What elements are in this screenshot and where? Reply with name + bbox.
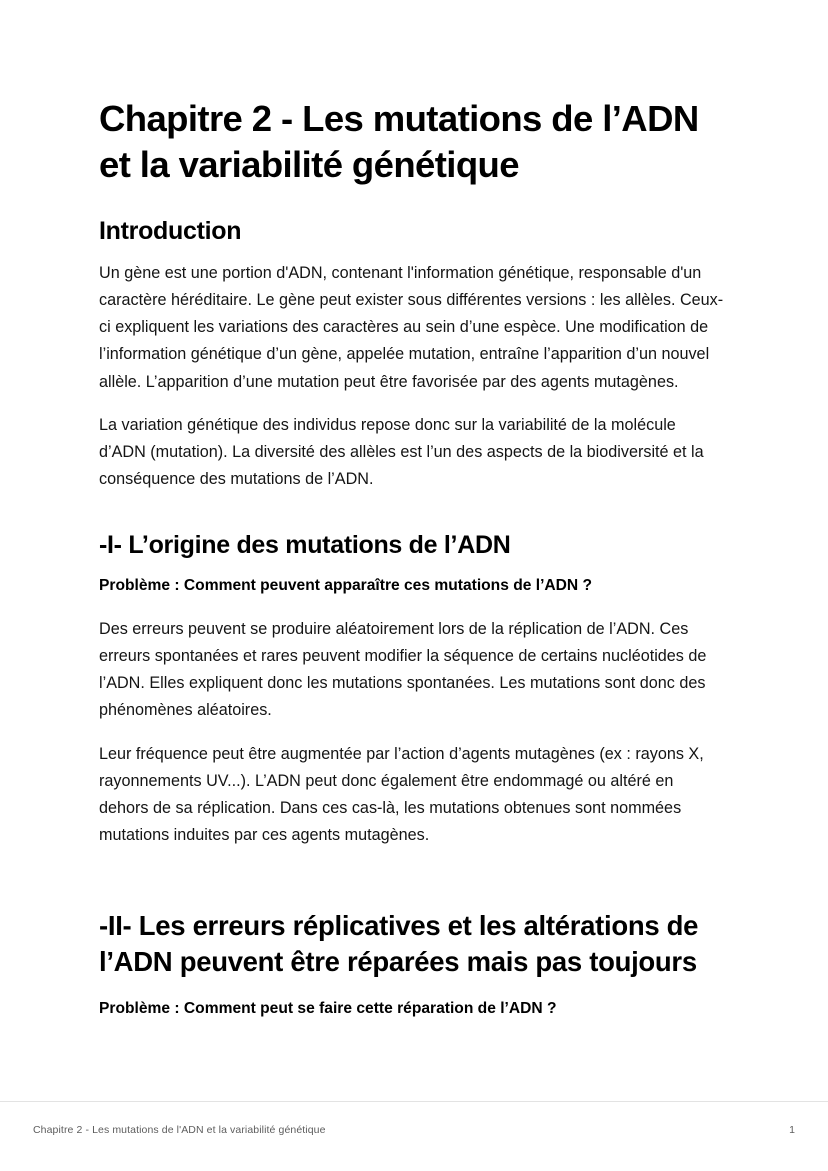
paragraph-intro-2: La variation génétique des individus repose donc sur la variabilité de la molécule d’ADN (mutation). La diversité des allèles est l’un des aspects de la biodiversité et la conséquence des mutations de l’ADN. — [99, 415, 704, 489]
heading-introduction: Introduction — [99, 216, 242, 245]
footer-document-title: Chapitre 2 - Les mutations de l'ADN et la variabilité génétique — [33, 1124, 326, 1136]
heading-section-2: -II- Les erreurs réplicatives et les altérations de l’ADN peuvent être réparées mais pas toujours — [99, 909, 699, 978]
problem-statement-2: Problème : Comment peut se faire cette réparation de l’ADN ? — [99, 999, 557, 1017]
spacer — [99, 509, 727, 531]
footer-page-number: 1 — [789, 1124, 795, 1136]
heading-section-1: -I- L’origine des mutations de l’ADN — [99, 531, 511, 560]
problem-statement-1: Problème : Comment peuvent apparaître ces mutations de l’ADN ? — [99, 577, 593, 595]
paragraph-section1-2: Leur fréquence peut être augmentée par l’action d’agents mutagènes (ex : rayons X, rayonnements UV...). L’ADN peut donc également être endommagé ou altéré en dehors de sa réplication. Dans ces cas-là, les mutations obtenues sont nommées mutations induites par ces agents mutagènes. — [99, 744, 704, 845]
page-title: Chapitre 2 - Les mutations de l’ADN et la variabilité génétique — [99, 98, 699, 186]
document-content — [99, 96, 727, 1038]
paragraph-section1-1: Des erreurs peuvent se produire aléatoirement lors de la réplication de l’ADN. Ces erreurs spontanées et rares peuvent modifier la séquence de certains nucléotides de l’ADN. Elles expliquent donc les mutations spontanées. Les mutations sont donc des phénomènes aléatoires. — [99, 619, 707, 720]
paragraph-intro-1: Un gène est une portion d'ADN, contenant l'information génétique, responsable d'un caractère héréditaire. Le gène peut exister sous différentes versions : les allèles. Ceux-ci expliquent les variations des caractères au sein d’une espèce. Une modification de l’information génétique d’un gène, appelée mutation, entraîne l’apparition d’un nouvel allèle. L’apparition d’une mutation peut être favorisée par des agents mutagènes. — [99, 263, 724, 391]
spacer — [99, 866, 727, 908]
page-footer — [0, 1101, 828, 1171]
